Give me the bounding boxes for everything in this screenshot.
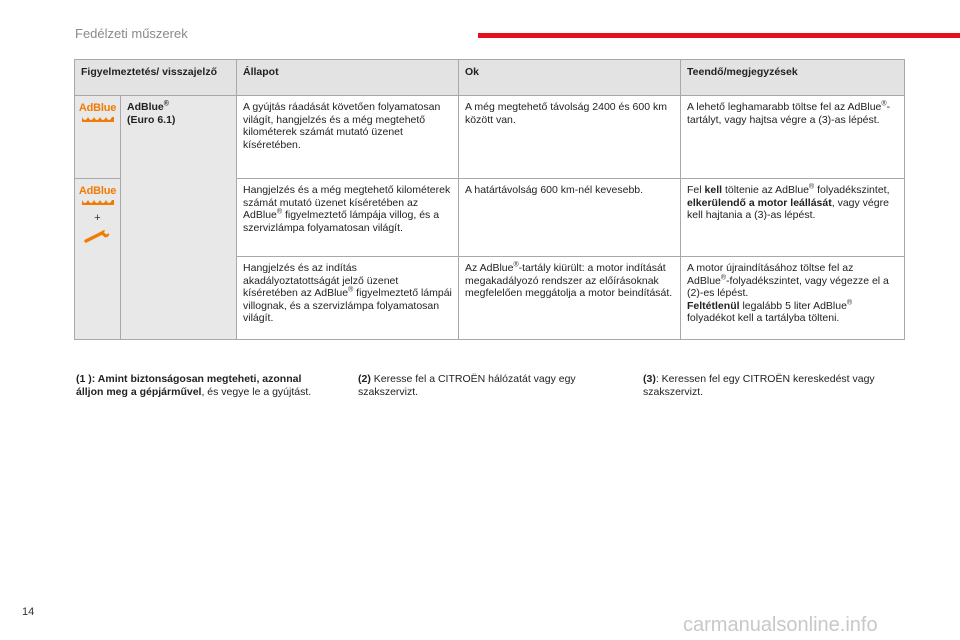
table-header-row bbox=[75, 60, 905, 96]
footnote-text: , és vegye le a gyújtást. bbox=[201, 386, 312, 398]
registered-mark: ® bbox=[809, 183, 815, 191]
footnote-number: (1 ) bbox=[76, 373, 92, 385]
cause-text: -tartály kiürült: a motor indítását megakadályozó rendszer az előírásoknak megfelelően meggátolja a motor beindítását. bbox=[465, 262, 673, 299]
col-header-cause: Ok bbox=[459, 60, 681, 96]
registered-mark: ® bbox=[513, 261, 519, 269]
state-text: Hangjelzés és a még megtehető kilométerek számát mutató üzenet kíséretében az AdBlue bbox=[243, 184, 451, 221]
footnote-emphasis: : Amint biztonságosan megteheti, azonnal álljon meg a gépjárművel bbox=[76, 373, 302, 398]
action-text: A lehető leghamarabb töltse fel az AdBlue bbox=[687, 101, 882, 113]
col-header-action: Teendő/megjegyzések bbox=[681, 60, 905, 96]
cause-text: Az AdBlue bbox=[465, 262, 514, 274]
state-text: figyelmeztető lámpái villognak, és a szervizlámpa folyamatosan világít. bbox=[243, 287, 452, 324]
adblue-icon-text: AdBlue bbox=[78, 102, 117, 114]
footnote-3 bbox=[643, 373, 903, 399]
adblue-warning-icon bbox=[78, 185, 118, 206]
state-cell bbox=[237, 96, 459, 179]
header-accent-bar bbox=[478, 33, 960, 38]
action-text: -folyadékszintet, vagy végezze el a (2)-es lépést. bbox=[687, 274, 889, 299]
indicator-name: AdBlue bbox=[127, 101, 164, 113]
action-text: töltenie az AdBlue bbox=[722, 184, 810, 196]
action-text: legalább 5 liter AdBlue bbox=[739, 299, 847, 312]
adblue-icon-text: AdBlue bbox=[78, 185, 117, 197]
indicator-sub: (Euro 6.1) bbox=[127, 113, 176, 126]
action-emphasis: elkerülendő a motor leállását bbox=[687, 196, 832, 209]
service-wrench-icon bbox=[84, 229, 112, 247]
page-number: 14 bbox=[22, 606, 35, 618]
action-emphasis: kell bbox=[704, 184, 723, 196]
state-cell bbox=[237, 179, 459, 257]
state-text: figyelmeztető lámpája villog, és a szervizlámpa folyamatosan világít. bbox=[243, 209, 440, 234]
cause-cell bbox=[459, 179, 681, 257]
registered-mark: ® bbox=[720, 274, 727, 281]
cause-cell bbox=[459, 257, 681, 340]
state-cell bbox=[237, 257, 459, 340]
action-cell bbox=[681, 96, 905, 179]
action-text: , vagy végre kell hajtania a (3)-as lépést. bbox=[687, 196, 889, 221]
footnote-1 bbox=[76, 373, 316, 399]
registered-mark: ® bbox=[163, 100, 169, 108]
icon-cell bbox=[75, 179, 121, 340]
action-text: A motor újraindításához töltse fel az AdBlue bbox=[687, 262, 854, 287]
adblue-warning-icon bbox=[78, 102, 118, 123]
action-emphasis: Feltétlenül bbox=[687, 299, 740, 312]
action-text: -tartályt, vagy hajtsa végre a (3)-as lépést. bbox=[687, 101, 891, 126]
table-row bbox=[75, 96, 905, 179]
col-header-indicator: Figyelmeztetés/ visszajelző bbox=[75, 60, 237, 96]
footnote-text: Keresse fel a CITROËN hálózatát vagy egy szakszervizt. bbox=[358, 373, 576, 398]
state-text: Hangjelzés és az indítás akadályoztatottságát jelző üzenet kíséretében az AdBlue bbox=[243, 262, 399, 299]
registered-mark: ® bbox=[276, 208, 283, 216]
icon-cell bbox=[75, 96, 121, 179]
cause-text: A határtávolság 600 km-nél kevesebb. bbox=[465, 184, 644, 196]
footnote-2 bbox=[358, 373, 618, 399]
warning-table bbox=[74, 59, 905, 340]
registered-mark: ® bbox=[846, 299, 853, 306]
registered-mark: ® bbox=[348, 286, 354, 294]
footnote-number: (3) bbox=[643, 373, 656, 385]
action-text: folyadékszintet, bbox=[814, 184, 890, 196]
watermark: carmanualsonline.info bbox=[683, 614, 878, 636]
footnote-number: (2) bbox=[358, 373, 371, 385]
footnote-text: : Keressen fel egy CITROËN kereskedést vagy szakszervizt. bbox=[643, 373, 875, 398]
registered-mark: ® bbox=[881, 100, 887, 108]
plus-sign: + bbox=[94, 212, 101, 224]
cause-text: A még megtehető távolság 2400 és 600 km között van. bbox=[465, 101, 667, 126]
cause-cell bbox=[459, 96, 681, 179]
action-cell bbox=[681, 257, 905, 340]
action-cell bbox=[681, 179, 905, 257]
action-text: folyadékot kell a tartályba tölteni. bbox=[687, 312, 840, 324]
state-text: A gyújtás ráadását követően folyamatosan világít, hangjelzés és a még megtehető kilométerek számát mutató üzenet kíséretében. bbox=[243, 101, 441, 151]
action-text: Fel bbox=[687, 184, 705, 196]
col-header-state: Állapot bbox=[237, 60, 459, 96]
section-title: Fedélzeti műszerek bbox=[75, 26, 188, 41]
indicator-label-cell bbox=[121, 96, 237, 340]
